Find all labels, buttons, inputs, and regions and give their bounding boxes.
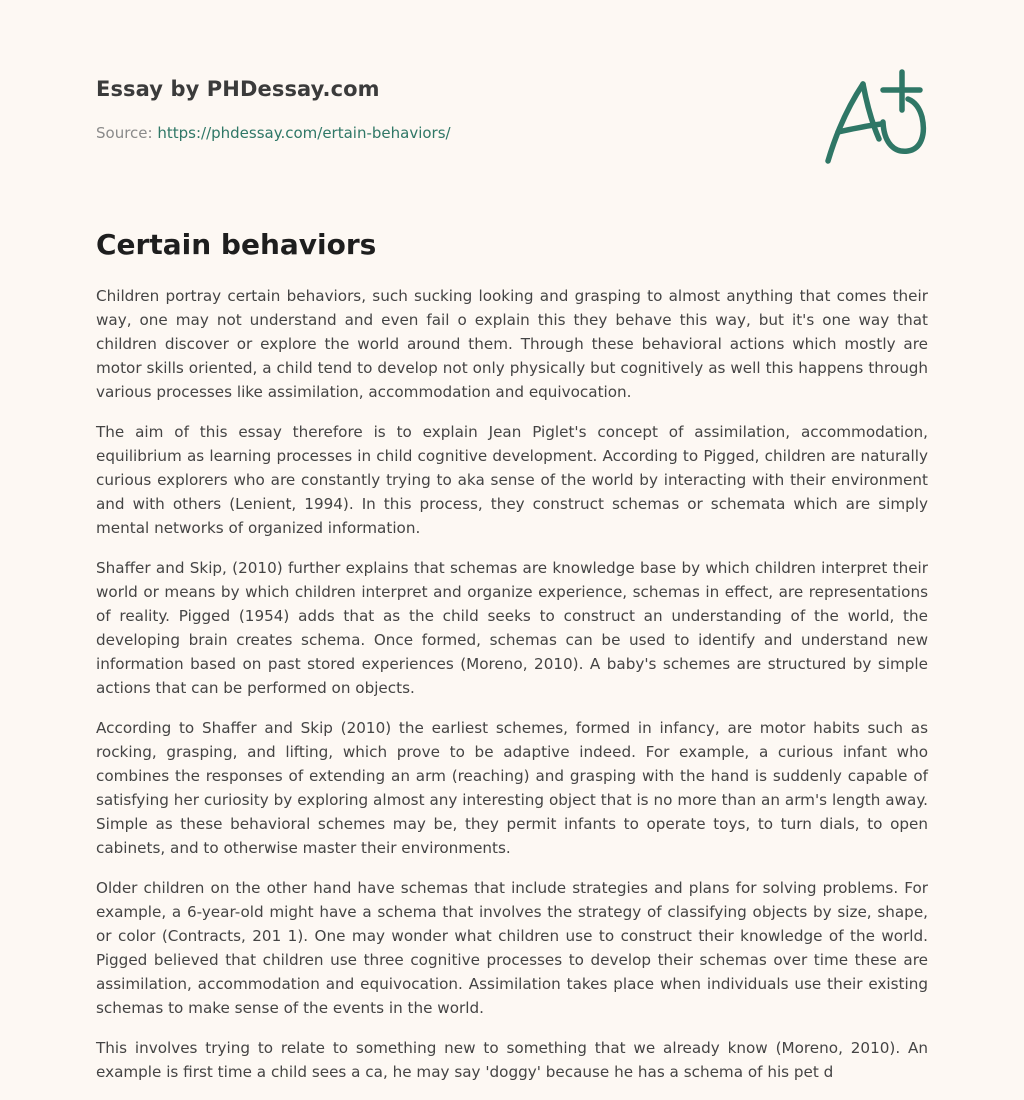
a-plus-grade-icon — [818, 66, 928, 166]
article-body — [96, 284, 928, 1100]
paragraph: The aim of this essay therefore is to explain Jean Piglet's concept of assimilation, accommodation, equilibrium as learning processes in child cognitive development. According to Pigged, children are naturally curious explorers who are constantly trying to aka sense of the world by interacting with their environment and with others (Lenient, 1994). In this process, they construct schemas or schemata which are simply mental networks of organized information. — [96, 423, 928, 537]
paragraph: This involves trying to relate to something new to something that we already know (Moreno, 2010). An example is first time a child sees a ca, he may say 'doggy' because he has a schema of his pet d — [96, 1039, 928, 1081]
paragraph: According to Shaffer and Skip (2010) the earliest schemes, formed in infancy, are motor habits such as rocking, grasping, and lifting, which prove to be adaptive indeed. For example, a curious infant who combines the responses of extending an arm (reaching) and grasping with the hand is suddenly capable of satisfying her curiosity by exploring almost any interesting object that is no more than an arm's length away. Simple as these behavioral schemes may be, they permit infants to operate toys, to turn dials, to open cabinets, and to otherwise master their environments. — [96, 719, 928, 857]
paragraph: Children portray certain behaviors, such sucking looking and grasping to almost anything that comes their way, one may not understand and even fail o explain this they behave this way, but it's one way that children discover or explore the world around them. Through these behavioral actions which mostly are motor skills oriented, a child tend to develop not only physically but cognitively as well this happens through various processes like assimilation, accommodation and equivocation. — [96, 287, 928, 401]
source-link[interactable]: https://phdessay.com/ertain-behaviors/ — [157, 124, 451, 142]
source-label: Source: — [96, 124, 153, 142]
site-brand: Essay by PHDessay.com — [96, 77, 380, 101]
paragraph: Older children on the other hand have schemas that include strategies and plans for solving problems. For example, a 6-year-old might have a schema that involves the strategy of classifying objects by size, shape, or color (Contracts, 201 1). One may wonder what children use to construct their knowledge of the world. Pigged believed that children use three cognitive processes to develop their schemas over time these are assimilation, accommodation and equivocation. Assimilation takes place when individuals use their existing schemas to make sense of the events in the world. — [96, 879, 928, 1017]
source-line — [96, 122, 796, 144]
article-title: Certain behaviors — [96, 228, 377, 261]
paragraph: Shaffer and Skip, (2010) further explains that schemas are knowledge base by which children interpret their world or means by which children interpret and organize experience, schemas in effect, are representations of reality. Pigged (1954) adds that as the child seeks to construct an understanding of the world, the developing brain creates schema. Once formed, schemas can be used to identify and understand new information based on past stored experiences (Moreno, 2010). A baby's schemes are structured by simple actions that can be performed on objects. — [96, 559, 928, 697]
page-header — [96, 74, 796, 144]
